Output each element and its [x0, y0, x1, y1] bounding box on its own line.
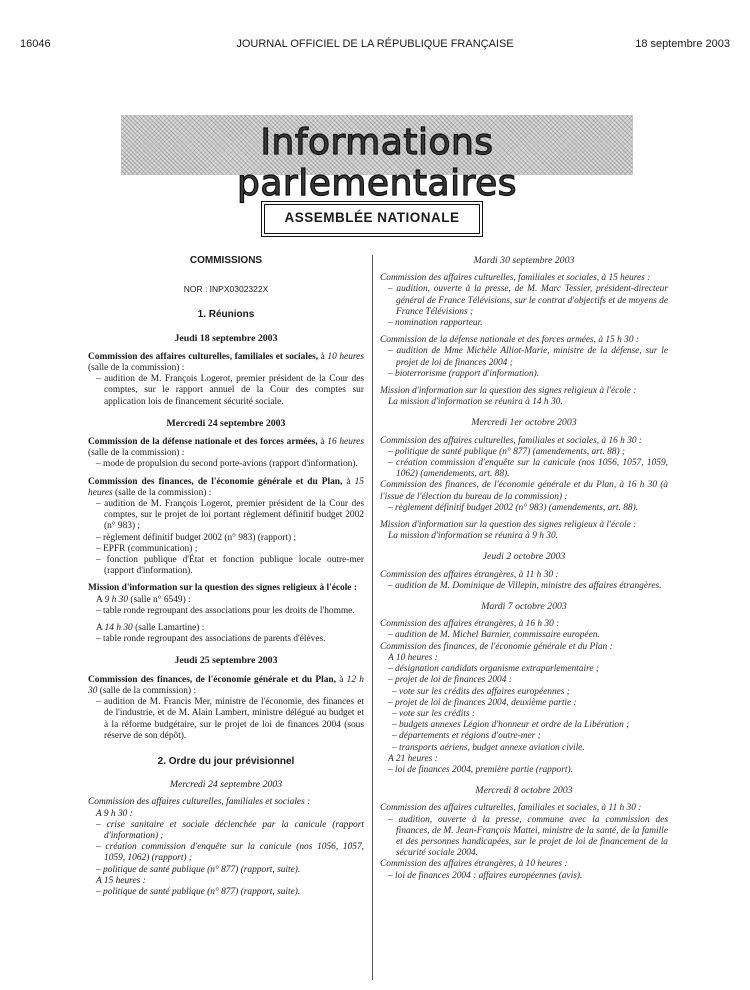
list-item: – audition de M. François Logerot, premier président de la Cour des comptes, sur le rapport annuel de la Cour des comptes sur application lois de financement sécurité sociale. — [96, 374, 364, 407]
list-item: – audition, ouverte à la presse, commune avec la commission des finances, de M. Jean-François Mattei, ministre de la santé, de la famille et des personnes handicapées, sur le projet de loi de financement de la sécurité sociale 2004. — [388, 814, 668, 859]
list-item: – politique de santé publique (n° 877) (amendements, art. 88) ; — [388, 446, 626, 457]
paragraph: Mission d'information sur la question des signes religieux à l'école : — [88, 583, 357, 594]
page-number: 16046 — [20, 38, 51, 50]
paragraph: Commission des affaires étrangères, à 16 h 30 : — [380, 619, 560, 630]
list-item: – règlement définitif budget 2002 (n° 983) (rapport) ; — [96, 532, 297, 543]
list-item: – audition de M. Dominique de Villepin, ministre des affaires étrangères. — [388, 580, 662, 591]
paragraph: A 14 h 30 (salle Lamartine) : — [96, 623, 205, 634]
column-divider — [372, 255, 373, 980]
paragraph: Commission des finances, de l'économie générale et du Plan, à 16 h 30 (à l'issue de l'élection du bureau de la commission) : — [380, 480, 668, 502]
list-item: – création commission d'enquête sur la canicule (nos 1056, 1057, 1059, 1062) (rapport) ; — [96, 842, 364, 864]
paragraph: Commission des affaires culturelles, familiales et sociales, à 11 h 30 : — [380, 803, 642, 814]
day-heading: Jeudi 2 octobre 2003 — [482, 551, 566, 563]
list-item: – nomination rapporteur. — [388, 318, 483, 329]
paragraph: Commission de la défense nationale et des forces armées, à 16 heures (salle de la commission) : — [88, 437, 364, 459]
list-item: – vote sur les crédits des affaires européennes ; — [392, 686, 570, 697]
list-item: – audition de M. Francis Mer, ministre de l'économie, des finances et de l'industrie, et de M. Alain Lambert, ministre délégué au budget et à la réforme budgétaire, sur le projet de loi de finances 2004 (sous réserve de son dépôt). — [96, 697, 364, 741]
section-ordre-heading: 2. Ordre du jour prévisionnel — [157, 755, 295, 767]
page-header — [20, 38, 730, 54]
assembly-title: ASSEMBLÉE NATIONALE — [284, 210, 460, 225]
section-banner — [121, 115, 633, 204]
list-item: – audition de Mme Michèle Alliot-Marie, ministre de la défense, sur le projet de loi de finances 2004 ; — [388, 346, 668, 368]
list-item: – politique de santé publique (n° 877) (rapport, suite). — [96, 864, 301, 875]
list-item: – loi de finances 2004 : affaires européennes (avis). — [388, 870, 583, 881]
journal-title: JOURNAL OFFICIEL DE LA RÉPUBLIQUE FRANÇAISE — [236, 38, 514, 50]
list-item: – désignation candidats organisme extraparlementaire ; — [388, 664, 599, 675]
list-item: – loi de finances 2004, première partie (rapport). — [388, 764, 573, 775]
list-item: – table ronde regroupant des associations de parents d'élèves. — [96, 634, 326, 645]
paragraph: La mission d'information se réunira à 14 h 30. — [388, 397, 563, 408]
paragraph: Commission des affaires culturelles, familiales et sociales, à 15 heures : — [380, 273, 651, 284]
paragraph: A 21 heures : — [388, 753, 438, 764]
day-heading: Mercredi 8 octobre 2003 — [475, 785, 573, 797]
day-heading: Mercredi 1er octobre 2003 — [471, 417, 577, 429]
paragraph: A 10 heures : — [388, 652, 438, 663]
list-item: – projet de loi de finances 2004 : — [388, 675, 512, 686]
paragraph: Commission des affaires culturelles, familiales et sociales, à 16 h 30 : — [380, 435, 643, 446]
paragraph: Commission des affaires étrangères, à 11 h 30 : — [380, 569, 559, 580]
paragraph: Commission des affaires culturelles, familiales et sociales : — [88, 797, 311, 808]
nor-reference: NOR : INPX0302322X — [183, 284, 269, 295]
paragraph: Mission d'information sur la question des signes religieux à l'école : — [380, 520, 637, 531]
paragraph: A 9 h 30 (salle n° 6549) : — [96, 594, 191, 605]
list-item: – transports aériens, budget annexe aviation civile. — [392, 742, 585, 753]
list-item: – audition de M. Michel Barnier, commissaire européen. — [388, 630, 600, 641]
issue-date: 18 septembre 2003 — [635, 38, 730, 50]
list-item: – projet de loi de finances 2004, deuxième partie : — [388, 697, 577, 708]
paragraph: Commission des finances, de l'économie générale et du Plan : — [380, 641, 613, 652]
paragraph: A 9 h 30 : — [96, 808, 133, 819]
paragraph: Commission des affaires culturelles, familiales et sociales, à 10 heures (salle de la commission) : — [88, 351, 364, 374]
list-item: – crise sanitaire et sociale déclenchée par la canicule (rapport d'information) ; — [96, 819, 364, 841]
list-item: – création commission d'enquête sur la canicule (nos 1056, 1057, 1059, 1062) (amendements, art. 88). — [388, 458, 668, 480]
right-column — [380, 255, 668, 882]
list-item: – départements et régions d'outre-mer ; — [392, 731, 541, 742]
assembly-box — [264, 204, 480, 234]
list-item: – audition, ouverte à la presse, de M. Marc Tessier, président-directeur général de France Télévisions, sur le contrat d'objectifs et de moyens de France Télévisions ; — [388, 284, 668, 317]
day-heading: Mercredi 24 septembre 2003 — [169, 779, 283, 791]
list-item: – vote sur les crédits : — [392, 708, 476, 719]
section-reunions-heading: 1. Réunions — [197, 309, 255, 321]
list-item: – règlement définitif budget 2002 (n° 983) (amendements, art. 88). — [388, 502, 639, 513]
list-item: – table ronde regroupant des associations pour les droits de l'homme. — [96, 605, 355, 616]
list-item: – EPFR (communication) ; — [96, 543, 198, 554]
list-item: – politique de santé publique (n° 877) (rapport, suite). — [96, 886, 301, 897]
day-heading: Jeudi 18 septembre 2003 — [174, 332, 278, 344]
paragraph: Commission de la défense nationale et des forces armées, à 15 h 30 : — [380, 335, 639, 346]
paragraph: Commission des finances, de l'économie générale et du Plan, à 12 h 30 (salle de la commission) : — [88, 674, 364, 696]
list-item: – mode de propulsion du second porte-avions (rapport d'information). — [96, 459, 358, 470]
day-heading: Mercredi 24 septembre 2003 — [166, 417, 286, 429]
list-item: – fonction publique d'État et fonction publique locale outre-mer (rapport d'information). — [96, 555, 364, 577]
paragraph: La mission d'information se réunira à 9 h 30. — [388, 531, 558, 542]
list-item: – bioterrorisme (rapport d'information). — [388, 368, 540, 379]
day-heading: Mardi 30 septembre 2003 — [473, 255, 575, 266]
commissions-heading: COMMISSIONS — [189, 255, 263, 266]
left-column — [88, 255, 364, 898]
paragraph: A 15 heures : — [96, 875, 146, 886]
banner-title: Informations parlementaires — [237, 122, 517, 204]
paragraph: Commission des finances, de l'économie générale et du Plan, à 15 heures (salle de la commission) : — [88, 476, 364, 498]
paragraph: Commission des affaires étrangères, à 10 heures : — [380, 859, 568, 870]
day-heading: Mardi 7 octobre 2003 — [481, 601, 567, 613]
day-heading: Jeudi 25 septembre 2003 — [174, 655, 278, 667]
list-item: – budgets annexes Légion d'honneur et ordre de la Libération ; — [392, 720, 630, 731]
list-item: – audition de M. François Logerot, premier président de la Cour des comptes, sur le projet de loi portant règlement définitif budget 2002 (n° 983) ; — [96, 499, 364, 532]
paragraph: Mission d'information sur la question des signes religieux à l'école : — [380, 386, 637, 397]
